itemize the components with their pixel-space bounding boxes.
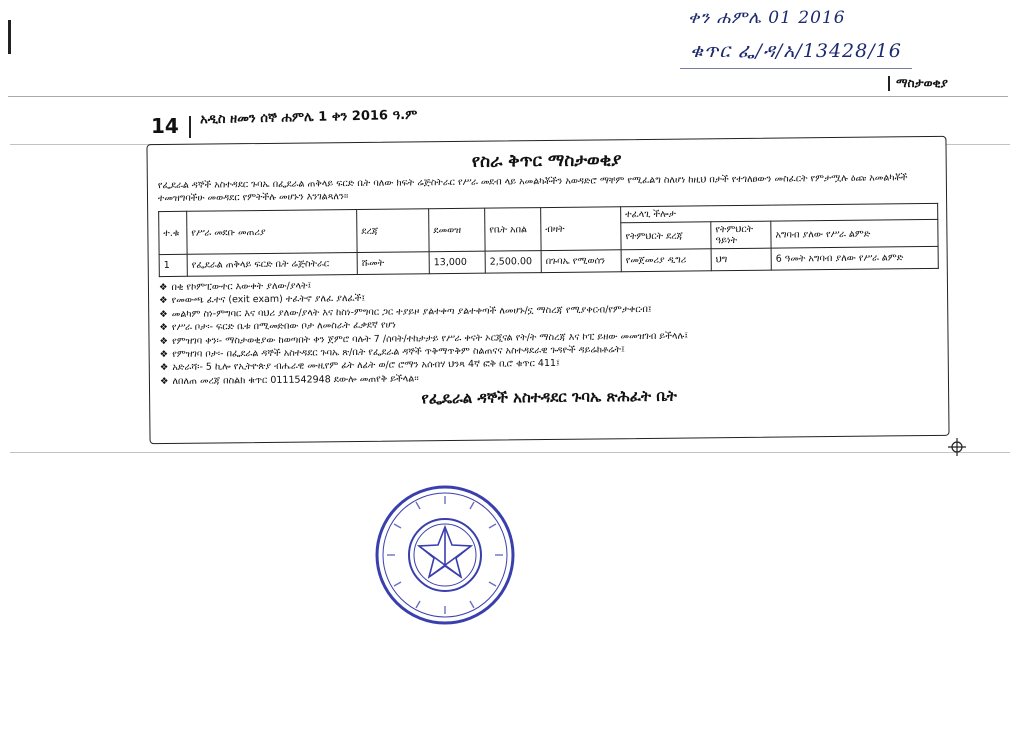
col-header-salary: ደመወዝ xyxy=(429,208,485,252)
notice-title: የስራ ቅጥር ማስታወቂያ xyxy=(471,150,622,172)
list-item: ❖ የመውጫ ፈተና (exit exam) ተፈትኖ ያለፈ ያለፈች፤ xyxy=(159,286,937,308)
page-number: 14 xyxy=(151,114,179,138)
notice-box xyxy=(146,136,949,444)
requirements-list xyxy=(159,273,938,388)
cell-no: 1 xyxy=(159,254,187,276)
lower-rule xyxy=(10,452,1010,453)
cell-experience: 6 ዓመት አግባብ ያለው የሥራ ልምድ xyxy=(771,246,938,270)
col-header-edu-level: የትምህርት ደረጃ xyxy=(621,222,711,250)
official-seal xyxy=(374,484,516,626)
list-item: ❖ መልካም ስነ-ምግባር እና ባህሪ ያለው/ያላት እና ከስነ-ምግባር ጋር ተያይዞ ያልተቀጣ ያልተቀጣች ለመሆኑ/ኗ ማስረጃ የሚያቀርብ/የምታቀርብ፤ xyxy=(159,300,937,322)
list-item: ❖ የሥራ ቦታ፡- ፍርድ ቤቱ በሚመድበው ቦታ ለመስራት ፈቃደኛ የሆነ xyxy=(159,313,937,335)
cell-edu-type: ህግ xyxy=(711,248,771,271)
cell-grade: ሹመት xyxy=(357,252,429,275)
issuing-organization: የፌዴራል ዳኞች አስተዳደር ጉባኤ ጽሕፈት ቤት xyxy=(421,386,677,408)
list-item: ❖ በቂ የኮምፒውተር እውቀት ያለው/ያላት፤ xyxy=(159,273,937,295)
col-header-position: የሥራ መደቡ መጠሪያ xyxy=(187,209,357,254)
section-label: ማስታወቂያ xyxy=(888,76,948,91)
col-header-no: ተ.ቁ xyxy=(159,211,187,254)
list-item: ❖ ለበለጠ መረጃ በስልክ ቁጥር 0111542948 ደውሎ መጠየቅ ይችላል፡፡ xyxy=(160,367,938,389)
col-header-requirements: ተፈላጊ ችሎታ xyxy=(621,203,938,222)
col-header-housing: የቤት አበል xyxy=(485,208,541,252)
cell-housing: 2,500.00 xyxy=(485,251,541,274)
notice-intro: የፌደራል ዳኞች አስተዳደር ጉባኤ በፌደራል ጠቅላይ ፍርድ ቤት ባለው ክፍት ሬጅስትራር የሥራ መደብ ላይ አመልካቾችን አወዳድሮ ማቸም የሚፈልግ ስለሆነ ከዚህ በታች የተገለፀውን መስፈርት የምታሟሉ ዕጩ አመልካቾች ተመዝግባችሁ መወዳደር የምትችሉ መሆኑን እንገልጻለን፡፡ xyxy=(157,172,908,205)
newspaper-masthead: አዲስ ዘመን ሰኞ ሐምሌ 1 ቀን 2016 ዓ.ም xyxy=(199,107,418,128)
handwritten-reference: ቁጥር ፌ/ዳ/አ/13428/16 xyxy=(690,40,902,62)
col-header-edu-type: የትምህርት ዓይነት xyxy=(711,221,771,249)
cell-position: የፌደራል ጠቅላይ ፍርድ ቤት ሬጅስትራር xyxy=(187,252,357,276)
handwritten-date: ቀን ሐምሌ 01 2016 xyxy=(688,8,846,28)
scan-edge-mark xyxy=(8,20,11,54)
cell-salary: 13,000 xyxy=(429,251,485,274)
col-header-experience: አግባብ ያለው የሥራ ልምድ xyxy=(771,219,938,248)
list-item: ❖ አድራሻ፡- 5 ኪሎ የኢትዮጵያ ብሔራዊ ሙዚየም ፊት ለፊት ወ/ሮ ሮማን አሰብሃ ህንጻ 4ኛ ፎቅ ቢሮ ቁጥር 411፤ xyxy=(160,353,938,375)
star-icon xyxy=(419,527,471,577)
cell-count: በጉባኤ የሚወሰን xyxy=(541,250,621,273)
list-item: ❖ የምዝገባ ቦታ፡- በፌደራል ዳኞች አስተዳደር ጉባኤ ጽ/ቤት የፌደራል ዳኞች ጥቅማጥቅም ስልጠናና አስተዳደራዊ ጉዳዮች ዳይሬክቶሬት፤ xyxy=(160,340,938,362)
header-rule xyxy=(8,96,1008,97)
col-header-grade: ደረጃ xyxy=(357,209,429,253)
list-item: ❖ የምዝገባ ቀን፡- ማስታወቂያው ከወጣበት ቀን ጀምሮ ባሉት 7 /ሰባት/ተከታታይ የሥራ ቀናት ኦርጂናል የት/ት ማስረጃ እና ኮፒ ይዘው መመዝገብ ይችላሉ፤ xyxy=(159,327,937,349)
cell-edu-level: የመጀመሪያ ዲግሪ xyxy=(621,249,711,272)
col-header-count: ብዛት xyxy=(541,207,621,251)
vacancy-table xyxy=(158,203,939,277)
crosshair-icon xyxy=(948,438,966,456)
